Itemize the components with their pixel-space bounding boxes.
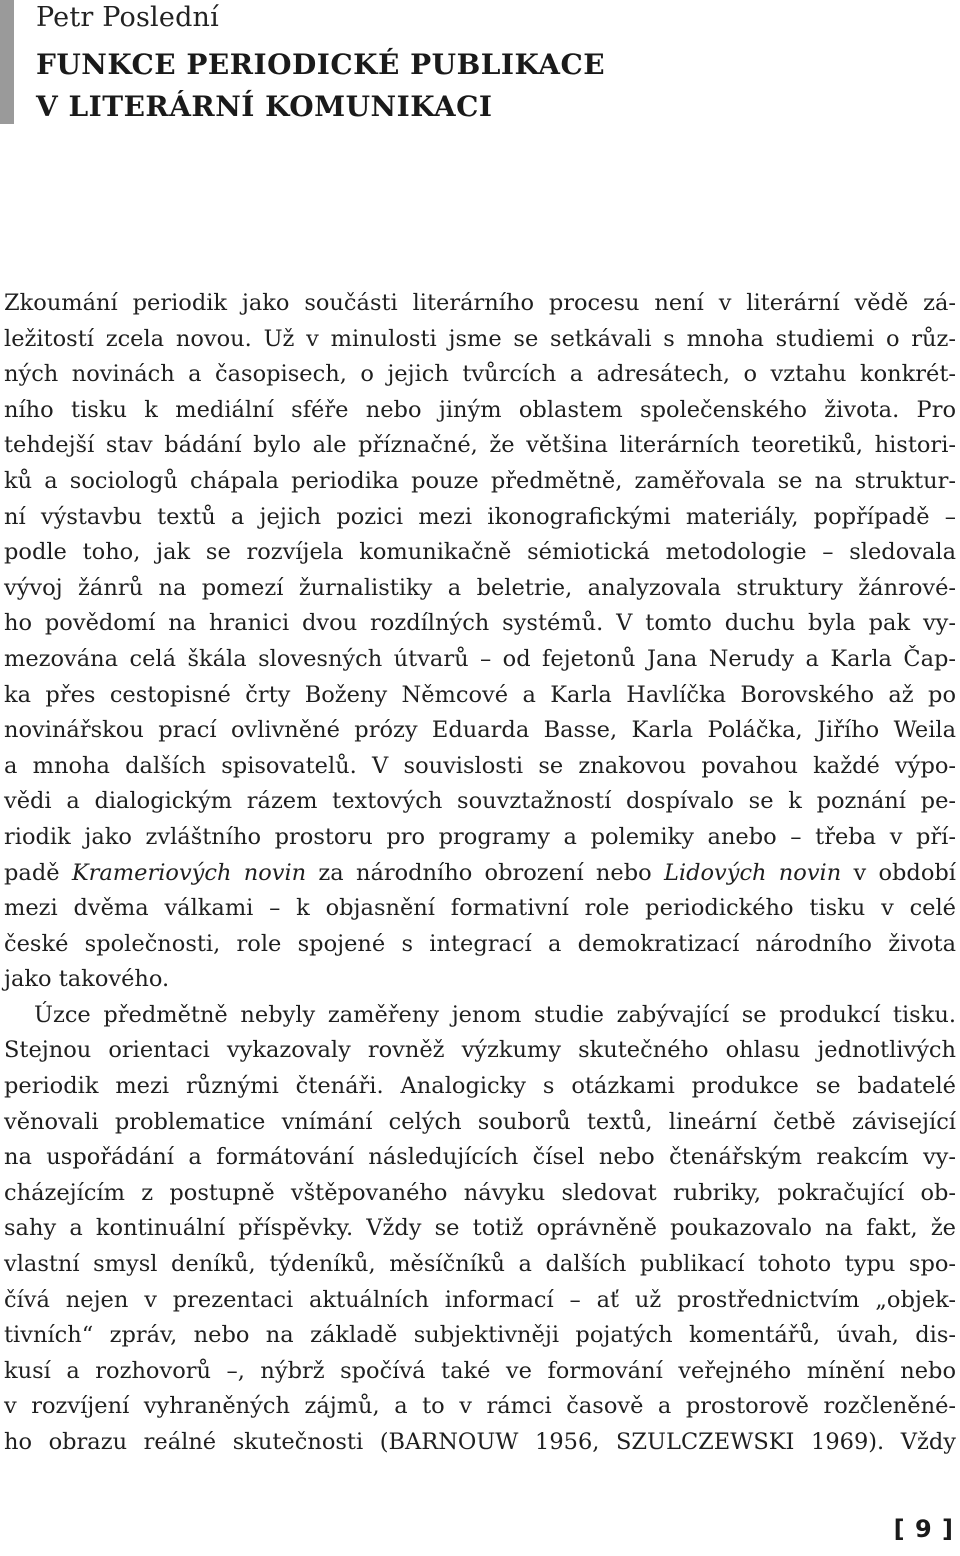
body-line: ků a sociologů chápala periodika pouze předmětně, zaměřovala se na struktur- bbox=[4, 467, 956, 494]
body-line: mezována celá škála slovesných útvarů – od fejetonů Jana Nerudy a Karla Čap- bbox=[4, 645, 956, 672]
body-line: Stejnou orientaci vykazovaly rovněž výzkumy skutečného ohlasu jednotlivých bbox=[4, 1037, 956, 1064]
body-line: jako takového. bbox=[4, 966, 170, 993]
body-line: Úzce předmětně nebyly zaměřeny jenom studie zabývající se produkcí tisku. bbox=[34, 1001, 956, 1028]
body-line: riodik jako zvláštního prostoru pro programy a polemiky anebo – třeba v pří- bbox=[4, 823, 956, 850]
italic-title: Lidových novin bbox=[663, 859, 842, 886]
header-accent-bar bbox=[0, 0, 14, 124]
body-line bbox=[4, 856, 956, 892]
body-line: cházejícím z postupně vštěpovaného návyku sledovat rubriky, pokračující ob- bbox=[4, 1179, 956, 1206]
article-body bbox=[4, 286, 956, 1461]
body-line: ho povědomí na hranici dvou rozdílných systémů. V tomto duchu byla pak vy- bbox=[4, 610, 956, 637]
body-text-fragment: za národního obrození nebo bbox=[306, 859, 664, 886]
body-line: v rozvíjení vyhraněných zájmů, a to v rámci časově a prostorově rozčleněné- bbox=[4, 1393, 956, 1420]
body-text-fragment: padě bbox=[4, 859, 72, 886]
author-name: Petr Poslední bbox=[36, 2, 219, 33]
body-line: podle toho, jak se rozvíjela komunikačně sémiotická metodologie – sledovala bbox=[4, 539, 956, 566]
title-line-2: V LITERÁRNÍ KOMUNIKACI bbox=[36, 90, 493, 123]
body-line: vědi a dialogickým rázem textových souvztažností dospívalo se k poznání pe- bbox=[4, 788, 956, 815]
body-line: ných novinách a časopisech, o jejich tvůrcích a adresátech, o vztahu konkrét- bbox=[4, 361, 956, 388]
body-line: věnovali problematice vnímání celých souborů textů, lineární četbě závisející bbox=[4, 1108, 956, 1135]
body-line: vývoj žánrů na pomezí žurnalistiky a beletrie, analyzovala struktury žánrové- bbox=[4, 574, 956, 601]
body-line: tehdejší stav bádání bylo ale příznačné, že většina literárních teoretiků, histori- bbox=[4, 432, 956, 459]
body-line: kusí a rozhovorů –, nýbrž spočívá také ve formování veřejného mínění nebo bbox=[4, 1357, 956, 1384]
body-line: Zkoumání periodik jako součásti literárního procesu není v literární vědě zá- bbox=[4, 290, 956, 316]
body-line: a mnoha dalších spisovatelů. V souvislosti se znakovou povahou každé výpo- bbox=[4, 752, 956, 779]
body-line: ního tisku k mediální sféře nebo jiným oblastem společenského života. Pro bbox=[4, 396, 956, 423]
body-line: čívá nejen v prezentaci aktuálních informací – ať už prostřednictvím „objek- bbox=[4, 1286, 956, 1313]
body-line: ho obrazu reálné skutečnosti (BARNOUW 1956, SZULCZEWSKI 1969). Vždy bbox=[4, 1429, 956, 1455]
article-title bbox=[36, 44, 605, 128]
body-line: české společnosti, role spojené s integrací a demokratizací národního života bbox=[4, 930, 956, 957]
title-line-1: FUNKCE PERIODICKÉ PUBLIKACE bbox=[36, 48, 606, 81]
italic-title: Krameriových novin bbox=[71, 859, 307, 886]
body-line: vlastní smysl deníků, týdeníků, měsíčníků a dalších publikací tohoto typu spo- bbox=[4, 1251, 956, 1278]
body-line: novinářskou prací ovlivněné prózy Eduarda Basse, Karla Poláčka, Jiřího Weila bbox=[4, 717, 956, 744]
body-line: periodik mezi různými čtenáři. Analogicky s otázkami produkce se badatelé bbox=[4, 1073, 956, 1100]
body-line: tivních“ zpráv, nebo na základě subjektivněji pojatých komentářů, úvah, dis- bbox=[4, 1322, 956, 1349]
body-line: mezi dvěma válkami – k objasnění formativní role periodického tisku v celé bbox=[4, 895, 956, 922]
page-number: [ 9 ] bbox=[893, 1515, 954, 1543]
body-line: sahy a kontinuální příspěvky. Vždy se totiž oprávněně poukazovalo na fakt, že bbox=[4, 1215, 956, 1242]
body-text-fragment: v období bbox=[841, 859, 956, 886]
body-line: ležitostí zcela novou. Už v minulosti jsme se setkávali s mnoha studiemi o růz- bbox=[4, 325, 956, 352]
body-line: na uspořádání a formátování následujících čísel nebo čtenářským reakcím vy- bbox=[4, 1144, 956, 1171]
body-line: ní výstavbu textů a jejich pozici mezi ikonografickými materiály, popřípadě – bbox=[4, 503, 956, 530]
body-line: ka přes cestopisné črty Boženy Němcové a Karla Havlíčka Borovského až po bbox=[4, 681, 956, 708]
